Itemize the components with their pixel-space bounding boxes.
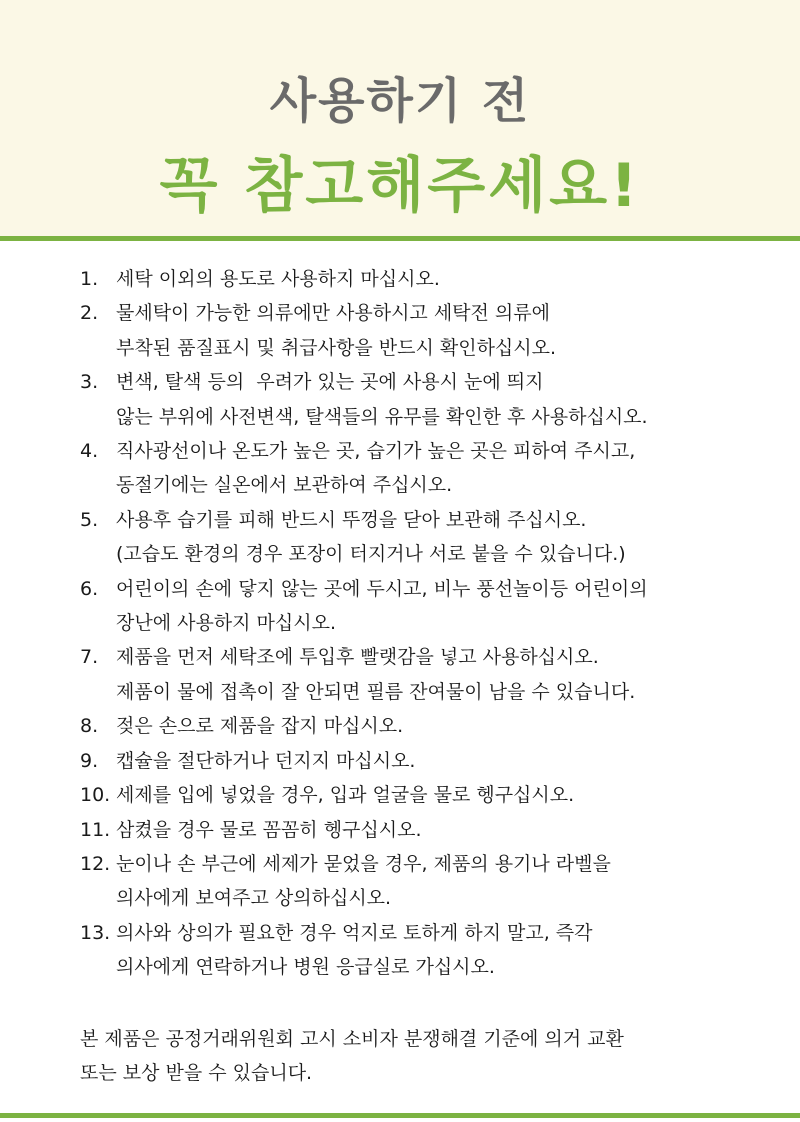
item-number: 9.	[80, 749, 99, 772]
caution-item-11	[80, 813, 780, 847]
item-line: 제품을 먼저 세탁조에 투입후 빨랫감을 넣고 사용하십시오.	[116, 646, 599, 669]
item-number: 10.	[80, 784, 111, 807]
title-before-use: 사용하기 전	[269, 73, 531, 129]
item-number: 13.	[80, 921, 111, 944]
caution-item-7	[80, 640, 780, 709]
notice-line: 또는 보상 받을 수 있습니다.	[80, 1062, 313, 1084]
item-line: 부착된 품질표시 및 취급사항을 반드시 확인하십시오.	[116, 336, 557, 359]
item-line: 캡슐을 절단하거나 던지지 마십시오.	[116, 749, 416, 772]
footer-divider	[0, 1113, 800, 1118]
caution-item-3	[80, 365, 780, 434]
item-number: 8.	[80, 715, 99, 738]
caution-item-5	[80, 503, 780, 572]
item-line: 변색, 탈색 등의 우려가 있는 곳에 사용시 눈에 띄지	[116, 371, 544, 394]
item-line: 장난에 사용하지 마십시오.	[116, 612, 337, 635]
item-line: 삼켰을 경우 물로 꼼꼼히 헹구십시오.	[116, 818, 422, 841]
caution-item-13	[80, 916, 780, 985]
item-line: 제품이 물에 접촉이 잘 안되면 필름 잔여물이 남을 수 있습니다.	[116, 680, 636, 703]
item-line: 직사광선이나 온도가 높은 곳, 습기가 높은 곳은 피하여 주시고,	[116, 440, 636, 463]
item-number: 7.	[80, 646, 99, 669]
item-line: 어린이의 손에 닿지 않는 곳에 두시고, 비누 풍선놀이등 어린이의	[116, 577, 648, 600]
item-number: 4.	[80, 440, 99, 463]
caution-item-4	[80, 434, 780, 503]
item-line: 사용후 습기를 피해 반드시 뚜껑을 닫아 보관해 주십시오.	[116, 508, 587, 531]
caution-item-9	[80, 744, 780, 778]
caution-item-8	[80, 709, 780, 743]
caution-item-6	[80, 572, 780, 641]
item-number: 11.	[80, 818, 111, 841]
caution-item-12	[80, 847, 780, 916]
item-number: 6.	[80, 577, 99, 600]
header-panel	[0, 0, 800, 236]
item-number: 2.	[80, 302, 99, 325]
item-line: 세제를 입에 넣었을 경우, 입과 얼굴을 물로 헹구십시오.	[116, 784, 575, 807]
notice-line: 본 제품은 공정거래위원회 고시 소비자 분쟁해결 기준에 의거 교환	[80, 1028, 624, 1050]
item-line: 의사에게 연락하거나 병원 응급실로 가십시오.	[116, 956, 495, 979]
item-line: 않는 부위에 사전변색, 탈색들의 유무를 확인한 후 사용하십시오.	[116, 405, 648, 428]
item-number: 12.	[80, 852, 111, 875]
item-line: (고습도 환경의 경우 포장이 터지거나 서로 붙을 수 있습니다.)	[116, 543, 626, 566]
item-line: 세탁 이외의 용도로 사용하지 마십시오.	[116, 268, 440, 290]
exchange-notice	[80, 1022, 780, 1090]
caution-item-1	[80, 262, 780, 296]
item-number: 5.	[80, 508, 99, 531]
caution-list	[80, 262, 780, 985]
header-divider	[0, 236, 800, 241]
item-line: 의사에게 보여주고 상의하십시오.	[116, 887, 392, 910]
item-line: 물세탁이 가능한 의류에만 사용하시고 세탁전 의류에	[116, 302, 550, 325]
title-please-note: 꼭 참고해주세요!	[159, 151, 641, 221]
item-line: 동절기에는 실온에서 보관하여 주십시오.	[116, 474, 453, 497]
item-line: 의사와 상의가 필요한 경우 억지로 토하게 하지 말고, 즉각	[116, 921, 593, 944]
item-line: 눈이나 손 부근에 세제가 묻었을 경우, 제품의 용기나 라벨을	[116, 852, 611, 875]
caution-item-10	[80, 778, 780, 812]
caution-item-2	[80, 296, 780, 365]
item-number: 1.	[80, 268, 99, 290]
item-number: 3.	[80, 371, 99, 394]
item-line: 젖은 손으로 제품을 잡지 마십시오.	[116, 715, 404, 738]
